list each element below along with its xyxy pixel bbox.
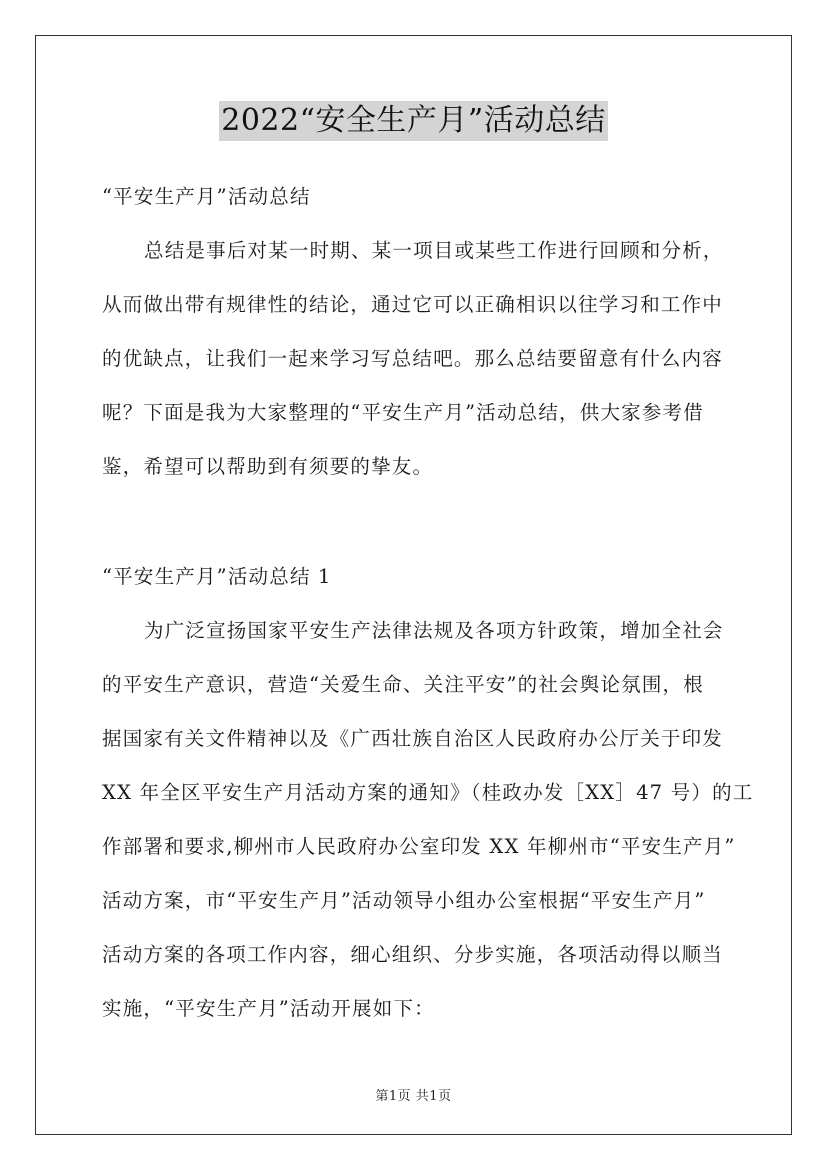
document-title xyxy=(0,101,827,141)
page-footer: 第1页 共1页 xyxy=(375,1089,452,1104)
document-title-text: 2022“安全生产月”活动总结 xyxy=(219,101,608,141)
section-line: 据国家有关文件精神以及《广西壮族自治区人民政府办公厅关于印发 xyxy=(102,727,724,750)
intro-line: 鉴，希望可以帮助到有须要的挚友。 xyxy=(102,455,434,478)
intro-line: 呢？下面是我为大家整理的“平安生产月”活动总结，供大家参考借 xyxy=(102,401,704,424)
section-heading: “平安生产月”活动总结 1 xyxy=(102,565,332,588)
section-line: 活动方案的各项工作内容，细心组织、分步实施，各项活动得以顺当 xyxy=(102,943,724,966)
intro-line: 从而做出带有规律性的结论，通过它可以正确相识以往学习和工作中 xyxy=(102,293,724,316)
document-subtitle: “平安生产月”活动总结 xyxy=(102,185,311,208)
section-line: 为广泛宣扬国家平安生产法律法规及各项方针政策，增加全社会 xyxy=(144,619,724,642)
section-line: 的平安生产意识，营造“关爱生命、关注平安”的社会舆论氛围，根 xyxy=(102,673,704,696)
section-line: 活动方案，市“平安生产月”活动领导小组办公室根据“平安生产月” xyxy=(102,889,706,912)
section-line: XX 年全区平安生产月活动方案的通知》（桂政办发［XX］47 号）的工 xyxy=(102,781,754,804)
intro-line: 的优缺点，让我们一起来学习写总结吧。那么总结要留意有什么内容 xyxy=(102,347,724,370)
section-line: 作部署和要求,柳州市人民政府办公室印发 XX 年柳州市“平安生产月” xyxy=(102,835,736,858)
section-line: 实施，“平安生产月”活动开展如下： xyxy=(102,997,435,1020)
intro-line: 总结是事后对某一时期、某一项目或某些工作进行回顾和分析， xyxy=(144,239,724,262)
